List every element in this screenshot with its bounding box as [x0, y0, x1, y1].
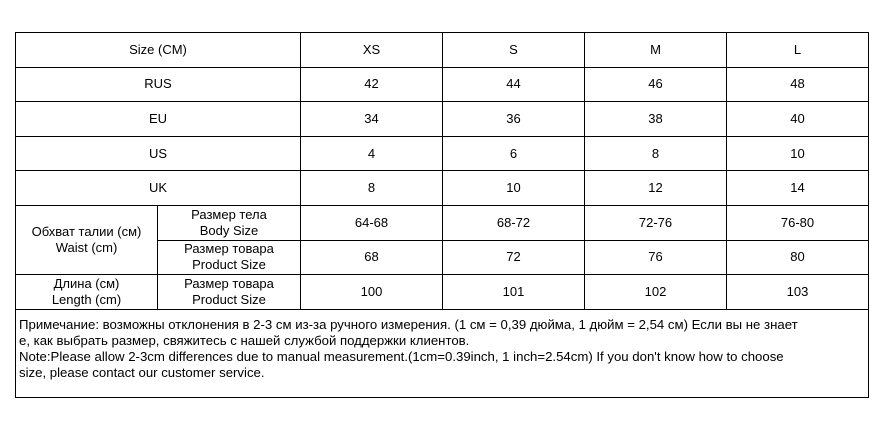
- product-size-label-en: Product Size: [192, 257, 266, 273]
- table-cell: 100: [301, 275, 443, 310]
- table-cell: 4: [301, 136, 443, 171]
- table-cell: 46: [585, 67, 727, 102]
- length-label-ru: Длина (см): [53, 275, 120, 291]
- size-header-m: M: [585, 33, 727, 68]
- row-label-length: [16, 275, 158, 310]
- row-label-rus: RUS: [16, 67, 301, 102]
- table-cell: 72: [443, 240, 585, 275]
- length-sub-label-en: Product Size: [192, 291, 266, 307]
- body-size-label-ru: Размер тела: [191, 206, 267, 222]
- table-cell: 103: [727, 275, 869, 310]
- table-cell: 34: [301, 102, 443, 137]
- sub-label-product-size: [158, 240, 301, 275]
- body-size-label-en: Body Size: [199, 222, 259, 238]
- table-cell: 80: [727, 240, 869, 275]
- waist-label-ru: Обхват талии (см): [31, 224, 142, 240]
- note-ru-line-2: е, как выбрать размер, свяжитесь с нашей службой поддержки клиентов.: [19, 332, 470, 348]
- note-ru-line-1: Примечание: возможны отклонения в 2-3 см из-за ручного измерения. (1 см = 0,39 дюйма, 1 дюйм = 2,54 см) Если вы не знает: [19, 316, 798, 332]
- table-cell: 38: [585, 102, 727, 137]
- table-cell: 10: [727, 136, 869, 171]
- table-cell: 6: [443, 136, 585, 171]
- table-row-uk: [16, 171, 869, 206]
- row-label-uk: UK: [16, 171, 301, 206]
- table-row-length: [16, 275, 869, 310]
- table-cell: 8: [585, 136, 727, 171]
- table-cell: 64-68: [301, 205, 443, 240]
- sub-label-length-product-size: [158, 275, 301, 310]
- size-header-xs: XS: [301, 33, 443, 68]
- note-en-line-2: size, please contact our customer service.: [19, 364, 265, 380]
- table-cell: 76-80: [727, 205, 869, 240]
- table-cell: 48: [727, 67, 869, 102]
- table-cell: 10: [443, 171, 585, 206]
- row-label-waist: [16, 205, 158, 274]
- table-cell: 12: [585, 171, 727, 206]
- size-header-s: S: [443, 33, 585, 68]
- table-row-eu: [16, 102, 869, 137]
- header-row: [16, 33, 869, 68]
- table-cell: 101: [443, 275, 585, 310]
- size-chart-table: [15, 32, 869, 398]
- sub-label-body-size: [158, 205, 301, 240]
- table-cell: 72-76: [585, 205, 727, 240]
- length-label-en: Length (cm): [51, 291, 122, 307]
- table-cell: 36: [443, 102, 585, 137]
- table-cell: 102: [585, 275, 727, 310]
- table-cell: 8: [301, 171, 443, 206]
- table-cell: 40: [727, 102, 869, 137]
- table-cell: 44: [443, 67, 585, 102]
- table-cell: 42: [301, 67, 443, 102]
- table-row-us: [16, 136, 869, 171]
- table-row-waist-body: [16, 205, 869, 240]
- length-sub-label-ru: Размер товара: [184, 275, 274, 291]
- size-header-label: Size (CM): [16, 33, 301, 68]
- waist-label-en: Waist (cm): [55, 240, 118, 256]
- table-cell: 76: [585, 240, 727, 275]
- table-cell: 68: [301, 240, 443, 275]
- table-cell: 68-72: [443, 205, 585, 240]
- row-label-us: US: [16, 136, 301, 171]
- size-header-l: L: [727, 33, 869, 68]
- product-size-label-ru: Размер товара: [184, 241, 274, 257]
- note-row: [16, 309, 869, 397]
- note-text: [16, 309, 869, 397]
- row-label-eu: EU: [16, 102, 301, 137]
- table-cell: 14: [727, 171, 869, 206]
- note-en-line-1: Note:Please allow 2-3cm differences due to manual measurement.(1cm=0.39inch, 1 inch=2.54cm) If you don't know how to choose: [19, 348, 784, 364]
- table-row-rus: [16, 67, 869, 102]
